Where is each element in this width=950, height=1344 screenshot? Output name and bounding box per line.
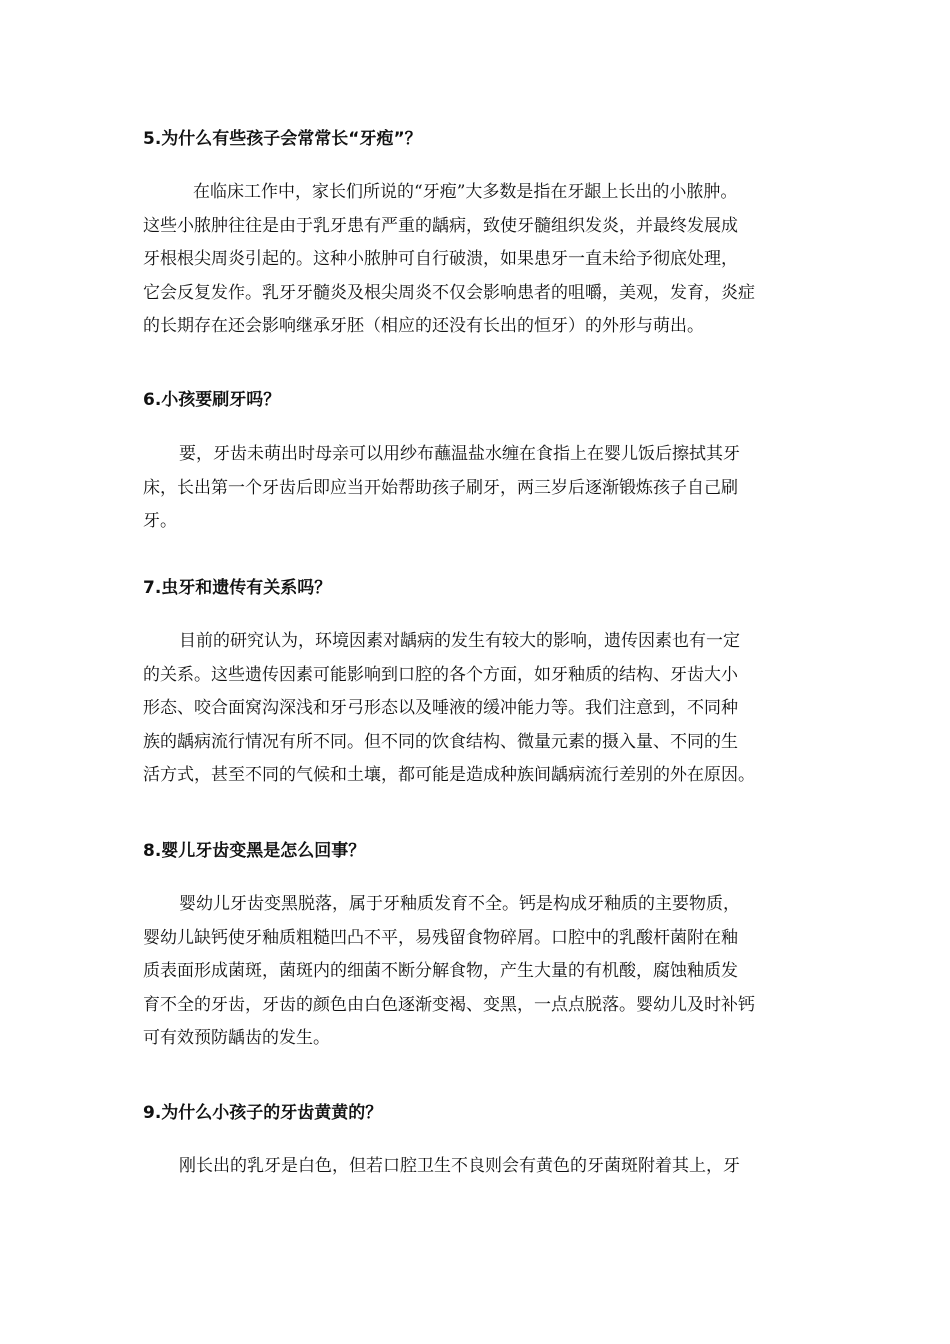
section-8-heading: 8.婴儿牙齿变黑是怎么回事？ bbox=[143, 841, 366, 861]
paragraph-line: 质表面形成菌斑，菌斑内的细菌不断分解食物，产生大量的有机酸，腐蚀釉质发 bbox=[143, 961, 738, 981]
paragraph-line: 床，长出第一个牙齿后即应当开始帮助孩子刷牙，两三岁后逐渐锻炼孩子自己刷 bbox=[143, 477, 738, 498]
paragraph-line: 育不全的牙齿，牙齿的颜色由白色逐渐变褐、变黑，一点点脱落。婴幼儿及时补钙 bbox=[143, 994, 755, 1015]
paragraph-line: 可有效预防龋齿的发生。 bbox=[143, 1028, 330, 1048]
section-6-paragraph bbox=[143, 438, 823, 539]
paragraph-line: 要，牙齿未萌出时母亲可以用纱布蘸温盐水缠在食指上在婴儿饭后擦拭其牙 bbox=[179, 444, 740, 464]
paragraph-line: 婴幼儿缺钙使牙釉质粗糙凹凸不平，易残留食物碎屑。口腔中的乳酸杆菌附在釉 bbox=[143, 927, 738, 948]
paragraph-line: 刚长出的乳牙是白色，但若口腔卫生不良则会有黄色的牙菌斑附着其上，牙 bbox=[179, 1156, 740, 1176]
paragraph-line: 在临床工作中，家长们所说的“牙疱”大多数是指在牙龈上长出的小脓肿。 bbox=[193, 182, 738, 202]
paragraph-line: 婴幼儿牙齿变黑脱落，属于牙釉质发育不全。钙是构成牙釉质的主要物质， bbox=[179, 894, 740, 914]
section-6-heading: 6.小孩要刷牙吗？ bbox=[143, 390, 281, 410]
section-5-paragraph bbox=[143, 176, 823, 344]
paragraph-line: 这些小脓肿往往是由于乳牙患有严重的龋病，致使牙髓组织发炎，并最终发展成 bbox=[143, 215, 738, 236]
paragraph-line: 族的龋病流行情况有所不同。但不同的饮食结构、微量元素的摄入量、不同的生 bbox=[143, 731, 738, 752]
section-9-heading: 9.为什么小孩子的牙齿黄黄的？ bbox=[143, 1103, 383, 1123]
paragraph-line: 牙。 bbox=[143, 511, 177, 531]
paragraph-line: 牙根根尖周炎引起的。这种小脓肿可自行破溃，如果患牙一直未给予彻底处理， bbox=[143, 249, 738, 269]
paragraph-line: 的关系。这些遗传因素可能影响到口腔的各个方面，如牙釉质的结构、牙齿大小 bbox=[143, 664, 738, 685]
section-8-paragraph bbox=[143, 888, 823, 1056]
section-9-paragraph bbox=[143, 1150, 823, 1184]
section-5-heading: 5.为什么有些孩子会常常长“牙疱”？ bbox=[143, 129, 422, 149]
paragraph-line: 形态、咬合面窝沟深浅和牙弓形态以及唾液的缓冲能力等。我们注意到，不同种 bbox=[143, 698, 738, 718]
paragraph-line: 的长期存在还会影响继承牙胚（相应的还没有长出的恒牙）的外形与萌出。 bbox=[143, 316, 704, 336]
section-7-heading: 7.虫牙和遗传有关系吗？ bbox=[143, 578, 332, 598]
section-7-paragraph bbox=[143, 625, 823, 793]
paragraph-line: 它会反复发作。乳牙牙髓炎及根尖周炎不仅会影响患者的咀嚼，美观，发育，炎症 bbox=[143, 282, 755, 303]
paragraph-line: 活方式，甚至不同的气候和土壤，都可能是造成种族间龋病流行差别的外在原因。 bbox=[143, 765, 755, 785]
paragraph-line: 目前的研究认为，环境因素对龋病的发生有较大的影响，遗传因素也有一定 bbox=[179, 631, 740, 651]
